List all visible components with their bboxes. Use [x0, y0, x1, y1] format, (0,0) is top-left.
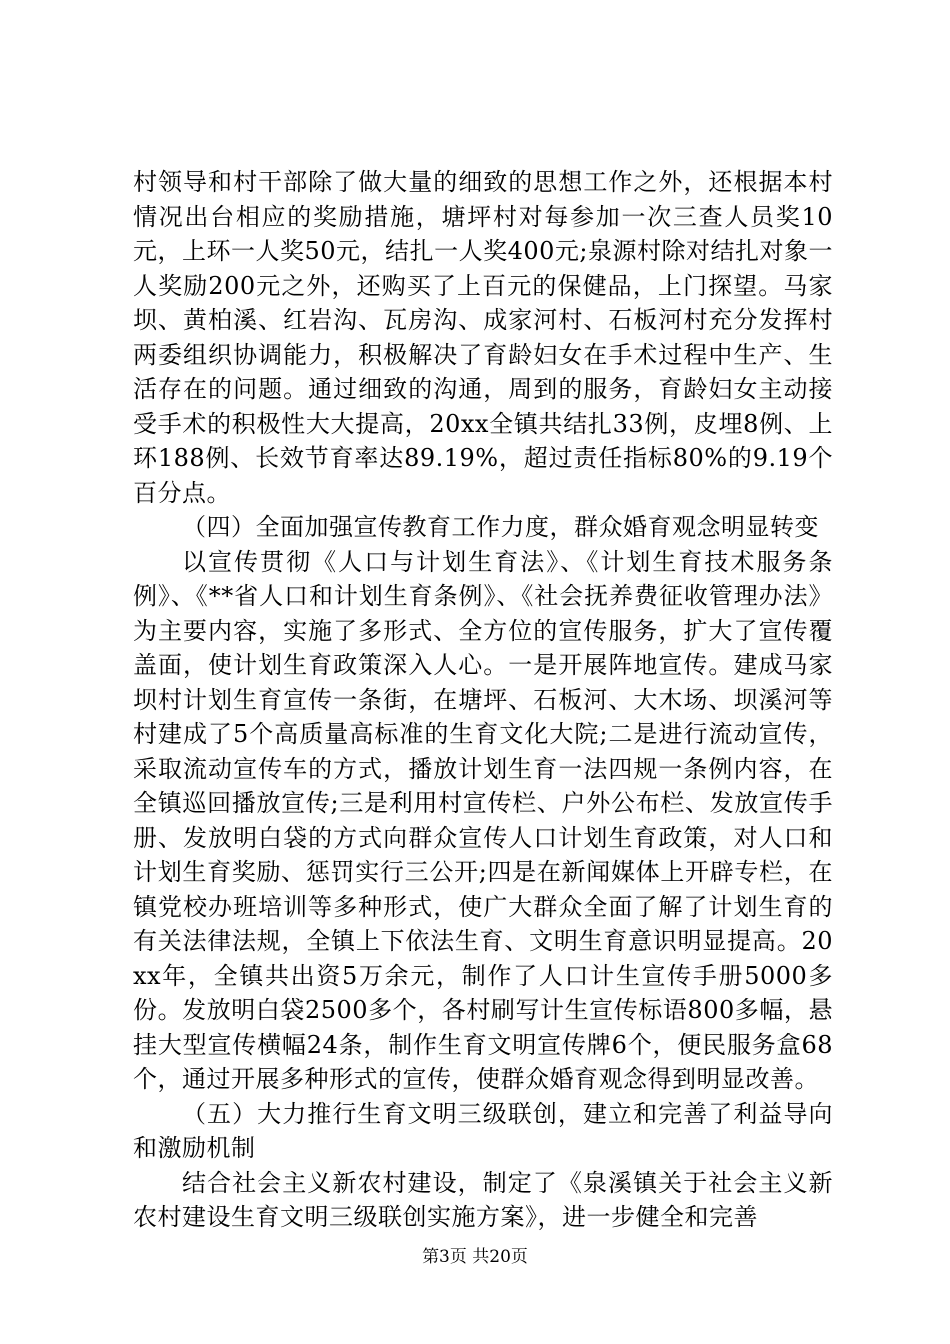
- section-heading-5: （五）大力推行生育文明三级联创，建立和完善了利益导向和激励机制: [133, 1099, 833, 1162]
- paragraph-publicity: 以宣传贯彻《人口与计划生育法》、《计划生育技术服务条例》、《**省人口和计划生育条例》、《社会抚养费征收管理办法》为主要内容，实施了多形式、全方位的宣传服务，扩大了宣传覆盖面，使计划生育政策深入人心。一是开展阵地宣传。建成马家坝村计划生育宣传一条街，在塘坪、石板河、大木场、坝溪河等村建成了5个高质量高标准的生育文化大院;二是进行流动宣传，采取流动宣传车的方式，播放计划生育一法四规一条例内容，在全镇巡回播放宣传;三是利用村宣传栏、户外公布栏、发放宣传手册、发放明白袋的方式向群众宣传人口计划生育政策，对人口和计划生育奖励、惩罚实行三公开;四是在新闻媒体上开辟专栏，在镇党校办班培训等多种形式，使广大群众全面了解了计划生育的有关法律法规，全镇上下依法生育、文明生育意识明显提高。20xx年，全镇共出资5万余元，制作了人口计生宣传手册5000多份。发放明白袋2500多个，各村刷写计生宣传标语800多幅，悬挂大型宣传横幅24条，制作生育文明宣传牌6个，便民服务盒68个，通过开展多种形式的宣传，使群众婚育观念得到明显改善。: [133, 547, 833, 1093]
- document-body: [133, 165, 833, 1235]
- paragraph-reward-measures: 村领导和村干部除了做大量的细致的思想工作之外，还根据本村情况出台相应的奖励措施，塘坪村对每参加一次三查人员奖10元，上环一人奖50元，结扎一人奖400元;泉源村除对结扎对象一人奖励200元之外，还购买了上百元的保健品，上门探望。马家坝、黄柏溪、红岩沟、瓦房沟、成家河村、石板河村充分发挥村两委组织协调能力，积极解决了育龄妇女在手术过程中生产、生活存在的问题。通过细致的沟通，周到的服务，育龄妇女主动接受手术的积极性大大提高，20xx全镇共结扎33例，皮埋8例、上环188例、长效节育率达89.19%，超过责任指标80%的9.19个百分点。: [133, 168, 833, 507]
- paragraph-three-level: 结合社会主义新农村建设，制定了《泉溪镇关于社会主义新农村建设生育文明三级联创实施方案》，进一步健全和完善: [133, 1168, 833, 1231]
- page-footer: 第3页 共20页: [422, 1247, 528, 1267]
- section-heading-4: （四）全面加强宣传教育工作力度，群众婚育观念明显转变: [182, 513, 819, 541]
